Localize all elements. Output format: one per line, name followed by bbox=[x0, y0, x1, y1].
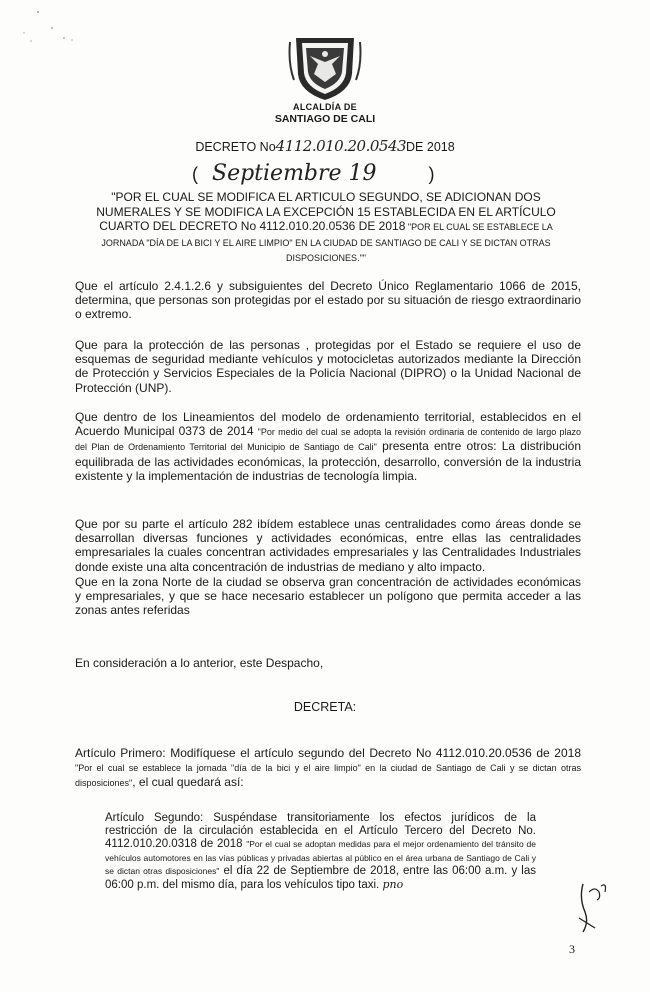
office-name-line1: ALCALDÍA DE bbox=[293, 102, 357, 112]
decree-year: DE 2018 bbox=[406, 140, 455, 154]
decree-title-main: "POR EL CUAL SE MODIFICA EL ARTICULO SEGUNDO, SE ADICIONAN DOS NUMERALES Y SE MODIFICA LA EXCEPCIÓN 15 ESTABLECIDA EN EL ARTÍCULO CUARTO DEL DECRETO No 4112.010.20.0536 DE 2018 bbox=[96, 190, 556, 233]
article-second-text-a: Artículo Segundo: Suspéndase transitoriamente los efectos jurídicos de la restricción de la circulación establecida en el Artículo Tercero del Decreto No. 4112.010.20.0318 de 2018 bbox=[105, 812, 536, 851]
decree-prefix: DECRETO No bbox=[195, 140, 276, 154]
article-second-citation: "Por el cual se adoptan medidas para el mejor ordenamiento del tránsito de vehículos automotores en las vías públicas y privadas abiertas al público en el área urbana de Santiago de Cali y se dictan otras disposiciones" bbox=[105, 839, 536, 876]
paragraph-5: Que en la zona Norte de la ciudad se observa gran concentración de actividades económicas y empresariales, y que se hace necesario establecer un polígono que permita acceder a las zonas antes referidas bbox=[75, 575, 581, 618]
paragraph-1: Que el artículo 2.4.1.2.6 y subsiguientes del Decreto Único Reglamentario 1066 de 2015, determina, que personas son protegidas por el estado por su situación de riesgo extraordinario o extremo. bbox=[75, 279, 581, 322]
decree-title-quoted: "POR EL CUAL SE ESTABLECE LA JORNADA "DÍA DE LA BICI Y EL AIRE LIMPIO" EN LA CIUDAD DE SANTIAGO DE CALI Y SE DICTAN OTRAS DISPOSICIONES."" bbox=[101, 222, 553, 263]
coat-of-arms-icon bbox=[288, 34, 362, 104]
paragraph-4: Que por su parte el artículo 282 ibídem establece unas centralidades como áreas donde se desarrollan diversas funciones y actividades económicas, entre ellas las centralidades empresariales la cuales concentran actividades empresariales y las Centralidades Industriales donde existe una alta concentración de industrias de mediano y alto impacto. bbox=[75, 517, 581, 574]
paragraph-6: En consideración a lo anterior, este Despacho, bbox=[75, 656, 324, 670]
office-name-line2: SANTIAGO DE CALI bbox=[274, 113, 376, 125]
decreta-heading: DECRETA: bbox=[293, 700, 357, 714]
paragraph-2: Que para la protección de las personas , protegidas por el Estado se requiere el uso de esquemas de seguridad mediante vehículos y motocicletas autorizados mediante la Dirección de Protección y Servicios Especiales de la Policía Nacional (DIPRO) o la Unidad Nacional de Protección (UNP). bbox=[75, 338, 581, 395]
article-first-text-b: , el cual quedará así: bbox=[132, 775, 244, 790]
decree-number-line bbox=[0, 137, 650, 155]
article-second-handwritten-mark: pno bbox=[382, 878, 404, 892]
date-paren-close: ) bbox=[428, 164, 435, 184]
article-second bbox=[105, 812, 536, 892]
date-paren-open: ( bbox=[192, 164, 198, 184]
decree-date-handwritten: Septiembre 19 bbox=[212, 161, 377, 186]
decree-title bbox=[78, 190, 574, 266]
decree-date-line bbox=[192, 160, 435, 186]
article-second-text-b: el día 22 de Septiembre de 2018, entre las 06:00 a.m. y las 06:00 p.m. del mismo día, para los vehículos tipo taxi. bbox=[105, 864, 536, 892]
paragraph-3-text-b: presenta entre otros: La distribución equilibrada de las actividades económicas, la protección, desarrollo, conversión de la industria existente y la implementación de industrias de tecnología limpia. bbox=[75, 439, 581, 483]
article-first-text-a: Artículo Primero: Modifíquese el artículo segundo del Decreto No 4112.010.20.0536 de 2018 bbox=[75, 746, 581, 760]
page-number: 3 bbox=[569, 942, 575, 956]
scan-marks bbox=[0, 0, 120, 60]
article-first-citation: "Por el cual se establece la jornada "día de la bici y el aire limpio" en la ciudad de Santiago de Cali y se dictan otras disposiciones" bbox=[75, 763, 581, 789]
decree-number-handwritten: 4112.010.20.0543 bbox=[275, 137, 407, 155]
article-first bbox=[75, 746, 581, 791]
paragraph-3-citation: "Por medio del cual se adopta la revisión ordinaria de contenido de largo plazo del Plan de Ordenamiento Territorial del Municipio de Santiago de Cali" bbox=[75, 427, 581, 453]
signature-initials-icon bbox=[575, 878, 615, 938]
paragraph-3 bbox=[75, 410, 581, 483]
paragraph-3-text-a: Que dentro de los Lineamientos del modelo de ordenamiento territorial, establecidos en el Acuerdo Municipal 0373 de 2014 bbox=[75, 410, 581, 439]
